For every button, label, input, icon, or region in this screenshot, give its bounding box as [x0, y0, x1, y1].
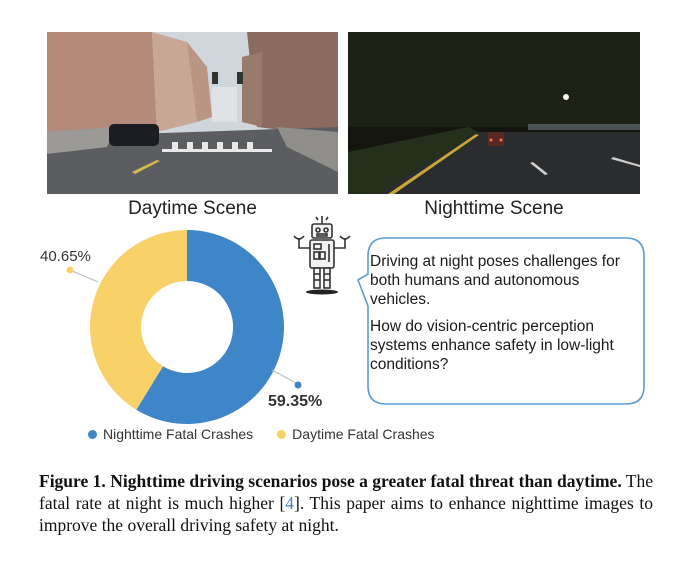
legend-item-day: [277, 426, 434, 442]
legend-label-night: Nighttime Fatal Crashes: [103, 426, 254, 442]
nighttime-scene-label: Nighttime Scene: [424, 198, 564, 219]
chart-legend: [88, 426, 435, 442]
legend-item-night: [88, 426, 253, 442]
nighttime-scene-image: [348, 32, 640, 194]
citation-link[interactable]: 4: [285, 493, 295, 513]
daytime-scene-image: [47, 32, 338, 194]
day-label-marker: [67, 267, 74, 274]
legend-label-day: Daytime Fatal Crashes: [292, 426, 435, 442]
night-label-marker: [295, 382, 302, 389]
nighttime-percentage: 59.35%: [268, 393, 323, 410]
legend-dot-day: [277, 430, 286, 439]
citation-open: [: [279, 493, 286, 513]
citation-close: ]: [294, 493, 300, 513]
daytime-percentage: 40.65%: [40, 248, 91, 265]
robot-icon: [287, 212, 357, 302]
caption-text-1: The fatal rate at night is much higher: [39, 471, 654, 513]
bubble-paragraph-1: Driving at night poses challenges for both humans and autonomous vehicles.: [370, 253, 620, 308]
bubble-paragraph-2: How do vision-centric perception systems enhance safety in low-light conditions?: [370, 318, 614, 373]
daytime-scene-label: Daytime Scene: [128, 198, 257, 219]
speech-bubble-text: [370, 252, 642, 382]
figure-bold-title: Nighttime driving scenarios pose a greater fatal threat than daytime.: [110, 471, 622, 491]
figure-label: Figure 1.: [39, 471, 106, 491]
figure-caption: [39, 470, 653, 536]
legend-dot-night: [88, 430, 97, 439]
caption-text-2: . This paper aims to enhance nighttime images to improve the overall driving safety at night.: [39, 493, 653, 535]
